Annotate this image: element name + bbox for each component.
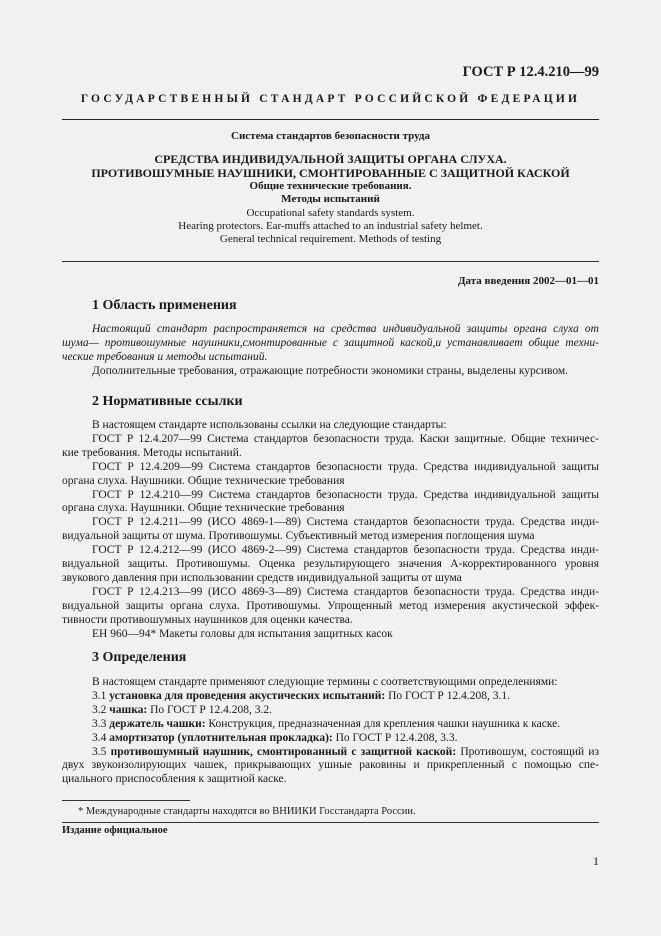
s3-line-1: В настоящем стандарте применяют следующие термины с соответствующими определениями: — [92, 676, 558, 688]
s1-line-2: шума— противошумные наушники,смонтированные с защитной каской,и устанавливает общие техни- — [62, 336, 599, 349]
s2-line-8: ГОСТ Р 12.4.211—99 (ИСО 4869-1—89) Система стандартов безопасности труда. Средства инди- — [92, 516, 599, 529]
section-3-title: 3 Определения — [92, 650, 187, 665]
system-title: Система стандартов безопасности труда — [231, 130, 430, 142]
title-en-line-1: Occupational safety standards system. — [246, 207, 415, 219]
footnote-rule — [62, 800, 190, 801]
term-3-5: противошумный наушник, смонтированный с защитной каской: — [110, 745, 457, 758]
title-rule — [62, 261, 599, 262]
title-en-line-3: General technical requirement. Methods of testing — [219, 233, 442, 245]
title-en-line-2: Hearing protectors. Ear-muffs attached to an industrial safety helmet. — [178, 220, 483, 232]
s2-line-5: органа слуха. Наушники. Общие технические требования — [62, 474, 345, 487]
definition-3-2: 3.2 чашка: По ГОСТ Р 12.4.208, 3.2. — [92, 703, 272, 716]
definition-3-4: 3.4 амортизатор (уплотнительная прокладка): По ГОСТ Р 12.4.208, 3.3. — [92, 731, 458, 744]
term-3-4: амортизатор (уплотнительная прокладка): — [109, 731, 333, 744]
s2-line-2: ГОСТ Р 12.4.207—99 Система стандартов безопасности труда. Каски защитные. Общие техничес- — [92, 432, 599, 445]
section-2-body — [62, 419, 599, 642]
title-ru-line-4: Методы испытаний — [281, 193, 380, 205]
section-3-body — [62, 676, 599, 787]
title-ru-line-1: СРЕДСТВА ИНДИВИДУАЛЬНОЙ ЗАЩИТЫ ОРГАНА СЛУХА. — [154, 152, 507, 166]
definition-3-3: 3.3 держатель чашки: Конструкция, предназначенная для крепления чашки наушника к каске. — [92, 717, 561, 730]
s1-line-3: ческие требования и методы испытаний. — [62, 350, 268, 363]
s2-line-6: ГОСТ Р 12.4.210—99 Система стандартов безопасности труда. Средства индивидуальной защиты — [92, 488, 599, 501]
s2-line-4: ГОСТ Р 12.4.209—99 Система стандартов безопасности труда. Средства индивидуальной защиты — [92, 460, 599, 473]
section-2-title: 2 Нормативные ссылки — [92, 394, 243, 409]
s1-line-1: Настоящий стандарт распространяется на средства индивидуальной защиты органа слуха от — [92, 323, 599, 335]
s2-line-11: видуальной защиты. Противошумы. Оценка результирующего значения А-корректированного уровня — [62, 558, 599, 571]
s2-line-14: видуальной защиты органа слуха. Противошумы. Упрощенный метод измерения акустической эффек- — [62, 599, 599, 612]
edition-label: Издание официальное — [62, 825, 168, 836]
title-ru-line-2: ПРОТИВОШУМНЫЕ НАУШНИКИ, СМОНТИРОВАННЫЕ С ЗАЩИТНОЙ КАСКОЙ — [91, 166, 570, 180]
s2-line-15: тивности противошумных наушников для оценки качества. — [62, 613, 353, 626]
s1-line-4: Дополнительные требования, отражающие потребности экономики страны, выделены курсивом. — [92, 364, 569, 377]
s2-line-1: В настоящем стандарте использованы ссылки на следующие стандарты: — [92, 419, 447, 431]
s2-line-16: ЕН 960—94* Макеты головы для испытания защитных касок — [92, 627, 393, 640]
s2-line-13: ГОСТ Р 12.4.213—99 (ИСО 4869-3—89) Система стандартов безопасности труда. Средства инди- — [92, 585, 599, 598]
s2-line-10: ГОСТ Р 12.4.212—99 (ИСО 4869-2—99) Система стандартов безопасности труда. Средства инди- — [92, 544, 599, 557]
s2-line-12: звукового давления при использовании средств индивидуальной защиты от шума — [62, 571, 462, 584]
s2-line-7: органа слуха. Наушники. Общие технические требования — [62, 502, 345, 515]
definition-3-5: 3.5 противошумный наушник, смонтированный с защитной каской: Противошум, состоящий из — [92, 745, 600, 758]
section-1-body — [62, 323, 599, 379]
title-ru-line-3: Общие технические требования. — [249, 180, 412, 192]
standard-code: ГОСТ Р 12.4.210—99 — [462, 64, 599, 80]
term-3-2: чашка: — [109, 703, 148, 716]
header-rule — [62, 119, 599, 120]
term-3-1: установка для проведения акустических испытаний: — [109, 689, 386, 702]
definition-3-5-line-3: циального приспособления к защитной каске. — [62, 773, 287, 786]
section-1-title: 1 Область применения — [92, 298, 237, 313]
s2-line-3: кие требования. Методы испытаний. — [62, 446, 242, 459]
footnote: * Международные стандарты находятся во ВНИИКИ Госстандарта России. — [78, 806, 416, 817]
term-3-3: держатель чашки: — [109, 717, 206, 730]
s2-line-9: видуальной защиты от шума. Противошумы. Субъективный метод измерения поглощения шума — [62, 530, 535, 543]
definition-3-1: 3.1 установка для проведения акустических испытаний: По ГОСТ Р 12.4.208, 3.1. — [92, 689, 510, 702]
state-standard-heading: ГОСУДАРСТВЕННЫЙ СТАНДАРТ РОССИЙСКОЙ ФЕДЕРАЦИИ — [80, 93, 581, 105]
footer-rule — [62, 822, 599, 823]
definition-3-5-line-2: двух звукоизолирующих чашек, прикрывающих ушные раковины и прикрепленный с помощью спе- — [62, 759, 599, 772]
effective-date: Дата введения 2002—01—01 — [457, 275, 599, 287]
page-number: 1 — [593, 854, 599, 868]
